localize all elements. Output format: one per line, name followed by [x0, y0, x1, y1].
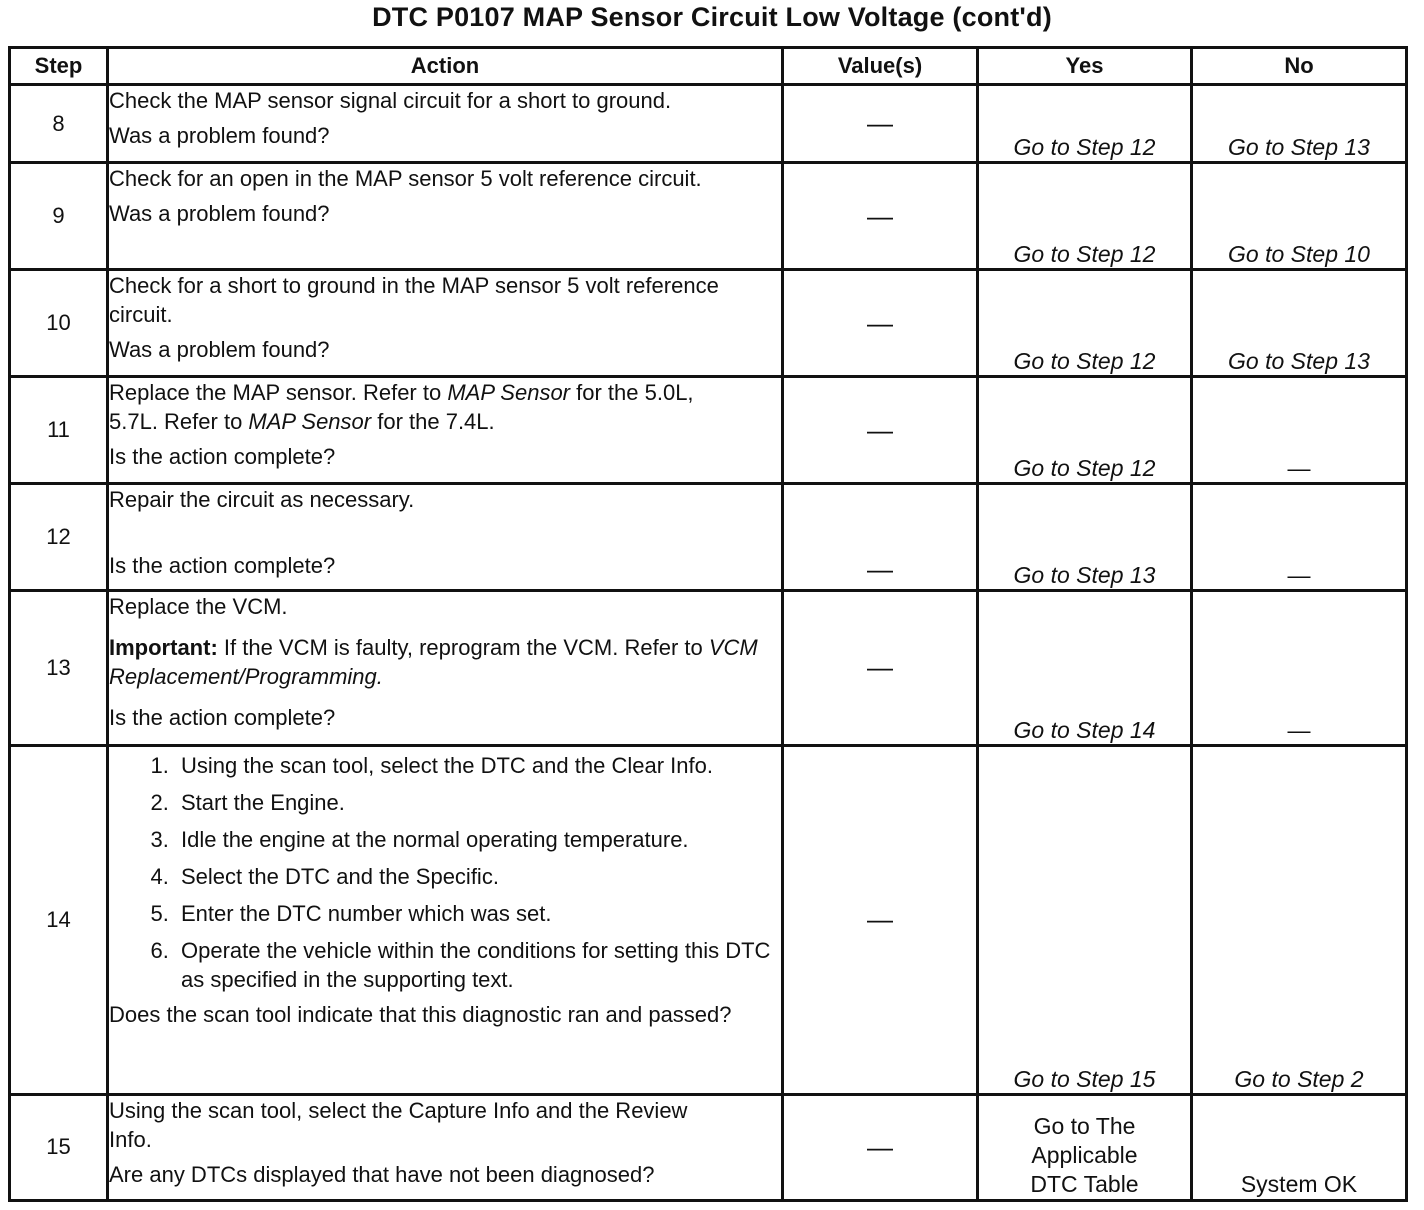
- yes-cell: Go to The Applicable DTC Table: [978, 1094, 1192, 1200]
- action-question: Is the action complete?: [109, 705, 336, 731]
- important-label: Important:: [109, 635, 218, 661]
- table-row: [10, 163, 1407, 270]
- action-question: Was a problem found?: [109, 123, 330, 149]
- action-question: Is the action complete?: [109, 444, 336, 470]
- action-cell: [108, 1094, 783, 1200]
- no-cell: System OK: [1192, 1094, 1407, 1200]
- no-cell: Go to Step 10: [1192, 163, 1407, 270]
- step-number: 9: [10, 163, 108, 270]
- reference-link-text: MAP Sensor: [248, 409, 372, 435]
- action-cell: [108, 745, 783, 1094]
- yes-cell: Go to Step 12: [978, 163, 1192, 270]
- action-text: Using the scan tool, select the Capture Info and the Review Info.: [109, 1097, 688, 1152]
- reference-link-text: MAP Sensor: [447, 380, 571, 406]
- list-item: 1. Using the scan tool, select the DTC and the Clear Info.: [175, 751, 781, 780]
- action-question: Does the scan tool indicate that this diagnostic ran and passed?: [109, 1001, 732, 1027]
- table-row: [10, 484, 1407, 591]
- yes-cell: Go to Step 14: [978, 591, 1192, 745]
- table-row: [10, 745, 1407, 1094]
- yes-cell: Go to Step 12: [978, 377, 1192, 484]
- action-cell: [108, 85, 783, 163]
- action-cell: [108, 163, 783, 270]
- table-row: [10, 591, 1407, 745]
- action-text: Repair the circuit as necessary.: [109, 487, 415, 513]
- value-cell: —: [783, 85, 978, 163]
- table-row: [10, 270, 1407, 377]
- list-item: 6. Operate the vehicle within the conditions for setting this DTC as specified in the supporting text.: [175, 936, 781, 994]
- no-cell: Go to Step 13: [1192, 85, 1407, 163]
- header-yes: Yes: [978, 48, 1192, 85]
- step-number: 10: [10, 270, 108, 377]
- no-cell: —: [1192, 484, 1407, 591]
- yes-cell: Go to Step 12: [978, 270, 1192, 377]
- action-cell: [108, 270, 783, 377]
- value-cell: —: [783, 270, 978, 377]
- table-row: [10, 85, 1407, 163]
- step-number: 11: [10, 377, 108, 484]
- no-cell: —: [1192, 591, 1407, 745]
- header-step: Step: [10, 48, 108, 85]
- value-cell: —: [783, 163, 978, 270]
- value-cell: —: [783, 484, 978, 591]
- yes-cell: Go to Step 12: [978, 85, 1192, 163]
- action-text: Replace the VCM.: [109, 594, 288, 620]
- step-number: 8: [10, 85, 108, 163]
- yes-cell: Go to Step 13: [978, 484, 1192, 591]
- step-number: 15: [10, 1094, 108, 1200]
- action-question: Was a problem found?: [109, 201, 330, 227]
- reference-link-text: VCM Replacement/Programming.: [109, 635, 758, 690]
- step-number: 13: [10, 591, 108, 745]
- step-number: 12: [10, 484, 108, 591]
- action-text: Replace the MAP sensor. Refer to MAP Sensor for the 5.0L, 5.7L. Refer to MAP Sensor for the 7.4L.: [109, 380, 694, 435]
- value-cell: —: [783, 591, 978, 745]
- table-header-row: [10, 48, 1407, 85]
- header-values: Value(s): [783, 48, 978, 85]
- list-item: 2. Start the Engine.: [175, 788, 781, 817]
- action-question: Are any DTCs displayed that have not been diagnosed?: [109, 1161, 655, 1187]
- value-cell: —: [783, 745, 978, 1094]
- no-cell: —: [1192, 377, 1407, 484]
- action-cell: [108, 591, 783, 745]
- list-item: 4. Select the DTC and the Specific.: [175, 862, 781, 891]
- header-no: No: [1192, 48, 1407, 85]
- important-note: Important: If the VCM is faulty, reprogram the VCM. Refer to VCM Replacement/Programming.: [109, 635, 758, 690]
- action-text: Check the MAP sensor signal circuit for a short to ground.: [109, 88, 672, 114]
- action-question: Was a problem found?: [109, 337, 330, 363]
- action-question: Is the action complete?: [109, 553, 336, 579]
- diagnostic-table: [8, 46, 1408, 1202]
- value-cell: —: [783, 377, 978, 484]
- table-row: [10, 377, 1407, 484]
- step-number: 14: [10, 745, 108, 1094]
- action-text: Check for a short to ground in the MAP sensor 5 volt reference circuit.: [109, 273, 719, 328]
- yes-cell: Go to Step 15: [978, 745, 1192, 1094]
- no-cell: Go to Step 13: [1192, 270, 1407, 377]
- no-cell: Go to Step 2: [1192, 745, 1407, 1094]
- header-action: Action: [108, 48, 783, 85]
- action-text: Check for an open in the MAP sensor 5 volt reference circuit.: [109, 166, 702, 192]
- procedure-list: [109, 751, 781, 994]
- page-title: DTC P0107 MAP Sensor Circuit Low Voltage (cont'd): [372, 2, 1052, 32]
- action-cell: [108, 484, 783, 591]
- list-item: 3. Idle the engine at the normal operating temperature.: [175, 825, 781, 854]
- action-cell: [108, 377, 783, 484]
- value-cell: —: [783, 1094, 978, 1200]
- list-item: 5. Enter the DTC number which was set.: [175, 899, 781, 928]
- table-row: [10, 1094, 1407, 1200]
